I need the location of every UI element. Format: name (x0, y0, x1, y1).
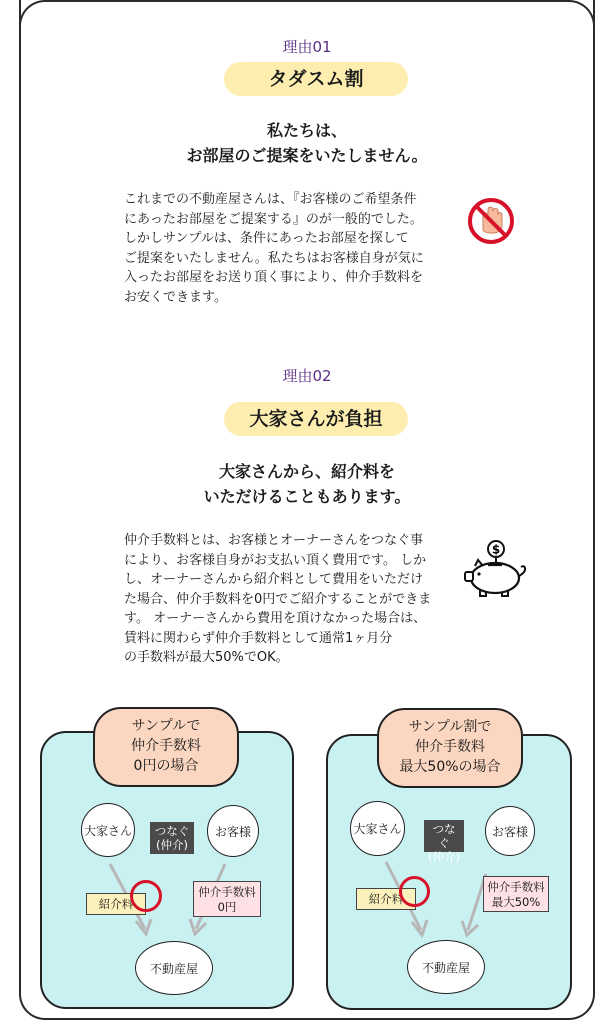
diagram-right-landlord: 大家さん (350, 801, 405, 856)
reason1-body: これまでの不動産屋さんは、『お客様のご希望条件 にあったお部屋をご提案する』のが一般的でした。 しかしサンプルは、条件にあったお部屋を探して ご提案をいたしません。私たちはお客様自身が気に 入ったお部屋をお送り頂く事により、仲介手数料を お安くできます。 (124, 192, 424, 305)
diagram-left-agency: 不動産屋 (135, 941, 213, 995)
diagram-left-connect-tag: つなぐ (仲介) (150, 822, 194, 854)
diagram-left-referral-tag: 紹介料 (86, 893, 146, 915)
reason1-headline (0, 118, 614, 168)
diagram-left-fee-tag: 仲介手数料 0円 (193, 881, 261, 917)
svg-text:$: $ (491, 542, 501, 557)
diagram-right-referral-tag: 紹介料 (356, 888, 416, 910)
reason2-headline-line2: いただけることもあります。 (203, 487, 411, 506)
reason1-label: 理由01 (282, 38, 332, 56)
piggy-bank-icon (462, 538, 534, 600)
no-hand-icon (466, 196, 516, 246)
diagram-left-landlord: 大家さん (81, 803, 135, 857)
reason2-label: 理由02 (282, 367, 332, 385)
diagram-left-customer: お客様 (207, 805, 259, 857)
diagram-left-highlight-ring (130, 880, 162, 912)
diagram-right-title-bubble: サンプル割で 仲介手数料 最大50%の場合 (377, 708, 523, 788)
reason1-title-pill: タダスム割 (224, 62, 408, 96)
reason2-headline-line1: 大家さんから、紹介料を (218, 462, 395, 481)
diagram-right-customer: お客様 (485, 806, 535, 856)
reason2-title-pill: 大家さんが負担 (224, 402, 408, 436)
diagram-right-agency: 不動産屋 (407, 940, 485, 994)
reason1-headline-line2: お部屋のご提案をいたしません。 (186, 146, 428, 165)
diagram-left-title-bubble: サンプルで 仲介手数料 0円の場合 (93, 707, 239, 787)
reason2-body: 仲介手数料とは、お客様とオーナーさんをつなぐ事 により、お客様自身がお支払い頂く費用です。 しか し、オーナーさんから紹介料として費用をいただけ た場合、仲介手数料を0円でご紹介することができま す。 オーナーさんから費用を頂けなかった場合は、 賃料に関わらず仲介手数料として通常1ヶ月分 の手数料が最大50%でOK。 (124, 533, 432, 665)
diagram-right-connect-tag: つなぐ (仲介) (424, 820, 464, 852)
reason2-headline (0, 459, 614, 509)
diagram-right-highlight-ring (399, 876, 430, 907)
reason1-headline-line1: 私たちは、 (266, 121, 347, 140)
diagram-right-fee-tag: 仲介手数料 最大50% (483, 876, 549, 912)
